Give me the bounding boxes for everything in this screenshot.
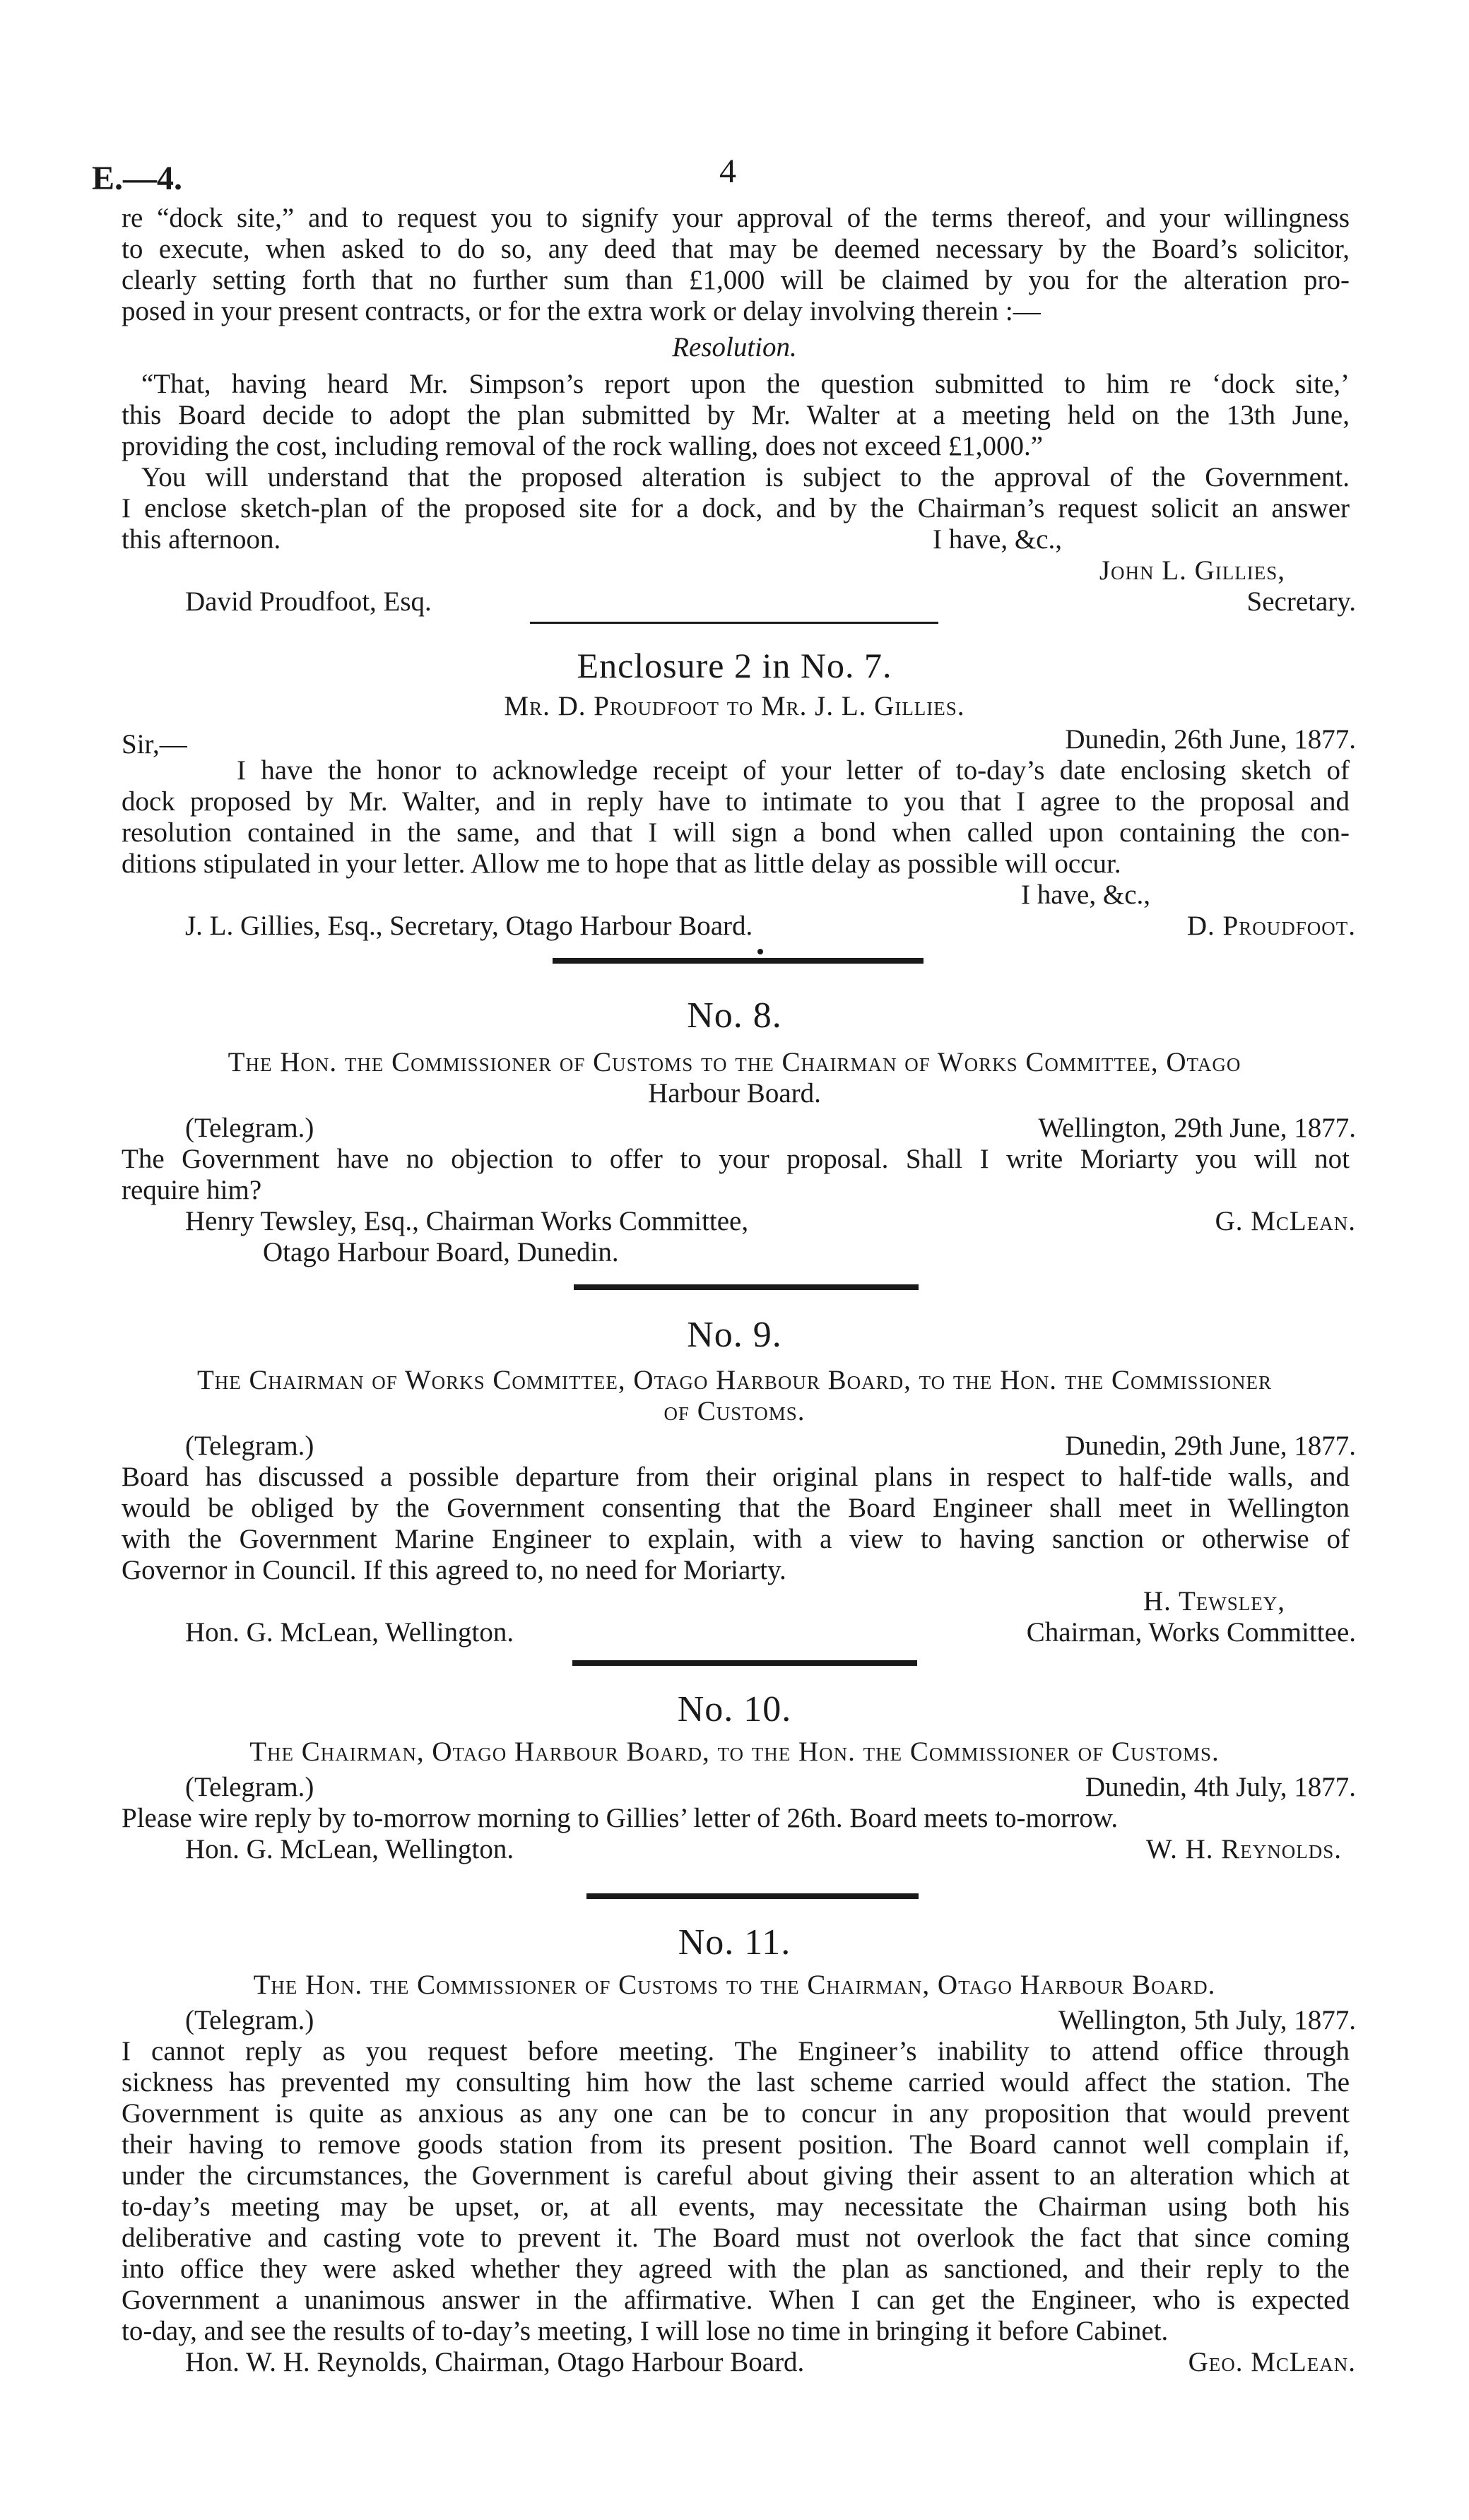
- letter-line: re “dock site,” and to request you to signify your approval of the terms thereof, and your willingness: [122, 203, 1350, 233]
- section-subtitle: Mr. D. Proudfoot to Mr. J. L. Gillies.: [504, 691, 965, 721]
- section-title: No. 11.: [678, 1922, 791, 1963]
- signatory-title: Chairman, Works Committee.: [1026, 1617, 1356, 1648]
- section-subtitle: [0, 1970, 1469, 2001]
- telegram-line: deliberative and casting vote to prevent it. The Board must not overlook the fact that since coming: [122, 2223, 1350, 2253]
- divider: [530, 622, 938, 624]
- resolution-line: providing the cost, including removal of the rock walling, does not exceed £1,000.”: [122, 431, 1044, 461]
- telegram-line: Government is quite as anxious as any one can be to concur in any proposition that would prevent: [122, 2098, 1350, 2129]
- telegram-line: Please wire reply by to-morrow morning to Gillies’ letter of 26th. Board meets to-morrow.: [122, 1803, 1119, 1833]
- addressee: Hon. G. McLean, Wellington.: [185, 1617, 514, 1648]
- telegram-line: to-day’s meeting may be upset, or, at all events, may necessitate the Chairman using both his: [122, 2191, 1350, 2222]
- letter-line: ditions stipulated in your letter. Allow me to hope that as little delay as possible will occur.: [122, 848, 1121, 879]
- telegram-date: Dunedin, 29th June, 1877.: [1065, 1431, 1356, 1461]
- section-subtitle: The Chairman of Works Committee, Otago Harbour Board, to the Hon. the Commissioner: [196, 1365, 1273, 1395]
- closing: I have, &c.,: [1021, 880, 1151, 910]
- signatory: Geo. McLean.: [1188, 2347, 1356, 2377]
- page-number: 4: [719, 153, 736, 190]
- letter-line: I enclose sketch-plan of the proposed site for a dock, and by the Chairman’s request solicit an answer: [122, 493, 1350, 523]
- telegram-line: with the Government Marine Engineer to explain, with a view to having sanction or otherwise of: [122, 1524, 1350, 1554]
- addressee: Henry Tewsley, Esq., Chairman Works Committee,: [185, 1206, 749, 1236]
- section-subtitle: [0, 1047, 1469, 1078]
- signatory: G. McLean.: [1215, 1206, 1356, 1236]
- letter-line: to execute, when asked to do so, any deed that may be deemed necessary by the Board’s solicitor,: [122, 234, 1350, 264]
- letter-line: I have the honor to acknowledge receipt of your letter of to-day’s date enclosing sketch of: [237, 755, 1350, 786]
- letter-date: Dunedin, 26th June, 1877.: [1065, 724, 1356, 755]
- telegram-line: would be obliged by the Government consenting that the Board Engineer shall meet in Wellington: [122, 1493, 1350, 1523]
- section-title: No. 10.: [677, 1689, 792, 1729]
- salutation: Sir,—: [122, 729, 187, 759]
- signatory: W. H. Reynolds.: [1145, 1834, 1342, 1864]
- signatory-title: Secretary.: [1246, 586, 1356, 617]
- addressee: Hon. W. H. Reynolds, Chairman, Otago Harbour Board.: [185, 2347, 805, 2377]
- telegram-date: Wellington, 29th June, 1877.: [1038, 1113, 1356, 1143]
- telegram-label: (Telegram.): [185, 2005, 314, 2035]
- telegram-date: Wellington, 5th July, 1877.: [1058, 2005, 1356, 2035]
- section-subtitle-cont: Harbour Board.: [648, 1078, 821, 1108]
- addressee: Hon. G. McLean, Wellington.: [185, 1834, 514, 1864]
- letter-line: You will understand that the proposed alteration is subject to the approval of the Government.: [141, 462, 1350, 492]
- page-ref: E.—4.: [92, 160, 183, 197]
- subtitle-text: The Hon. the Commissioner of Customs to the Chairman, Otago Harbour Board.: [253, 1970, 1216, 2000]
- telegram-line: their having to remove goods station from its present position. The Board cannot well complain if,: [122, 2129, 1350, 2160]
- telegram-line: Governor in Council. If this agreed to, no need for Moriarty.: [122, 1555, 786, 1585]
- letter-line: posed in your present contracts, or for the extra work or delay involving therein :—: [122, 296, 1041, 326]
- addressee: J. L. Gillies, Esq., Secretary, Otago Harbour Board.: [185, 911, 753, 941]
- closing: I have, &c.,: [933, 524, 1063, 555]
- telegram-line: require him?: [122, 1175, 262, 1205]
- telegram-line: sickness has prevented my consulting him how the last scheme carried would affect the station. The: [122, 2067, 1350, 2098]
- subtitle-text: The Hon. the Commissioner of Customs to the Chairman of Works Committee, Otago: [228, 1047, 1241, 1077]
- divider: [574, 1284, 919, 1290]
- signatory: John L. Gillies,: [1099, 555, 1285, 586]
- telegram-line: The Government have no objection to offer to your proposal. Shall I write Moriarty you will not: [122, 1144, 1350, 1174]
- resolution-line: “That, having heard Mr. Simpson’s report upon the question submitted to him re ‘dock site,’: [141, 369, 1350, 399]
- telegram-line: to-day, and see the results of to-day’s meeting, I will lose no time in bringing it before Cabinet.: [122, 2316, 1169, 2346]
- telegram-line: under the circumstances, the Government is careful about giving their assent to an alteration which at: [122, 2160, 1350, 2191]
- section-title: Enclosure 2 in No. 7.: [577, 646, 892, 685]
- telegram-line: Board has discussed a possible departure from their original plans in respect to half-tide walls, and: [122, 1462, 1350, 1492]
- subtitle-text: The Chairman, Otago Harbour Board, to the Hon. the Commissioner of Customs.: [249, 1737, 1220, 1767]
- addressee-cont: Otago Harbour Board, Dunedin.: [263, 1237, 619, 1267]
- divider: [572, 1660, 917, 1666]
- signatory: D. Proudfoot.: [1186, 911, 1356, 941]
- section-subtitle-cont: of Customs.: [663, 1396, 806, 1426]
- telegram-label: (Telegram.): [185, 1772, 314, 1802]
- telegram-line: into office they were asked whether they agreed with the plan as sanctioned, and their reply to the: [122, 2254, 1350, 2284]
- divider: [586, 1893, 919, 1899]
- telegram-line: Government a unanimous answer in the affirmative. When I can get the Engineer, who is expected: [122, 2285, 1350, 2315]
- telegram-label: (Telegram.): [185, 1113, 314, 1143]
- resolution-line: this Board decide to adopt the plan submitted by Mr. Walter at a meeting held on the 13th June,: [122, 400, 1350, 430]
- addressee: David Proudfoot, Esq.: [185, 586, 432, 617]
- letter-line: clearly setting forth that no further sum than £1,000 will be claimed by you for the alteration pro-: [122, 265, 1350, 295]
- divider: [553, 958, 924, 964]
- telegram-date: Dunedin, 4th July, 1877.: [1085, 1772, 1356, 1802]
- telegram-label: (Telegram.): [185, 1431, 314, 1461]
- telegram-line: I cannot reply as you request before meeting. The Engineer’s inability to attend office through: [122, 2036, 1350, 2066]
- resolution-title: Resolution.: [672, 332, 797, 362]
- letter-line: this afternoon.: [122, 524, 281, 555]
- signatory: H. Tewsley,: [1143, 1586, 1285, 1616]
- letter-line: resolution contained in the same, and that I will sign a bond when called upon containing the con-: [122, 817, 1350, 848]
- divider-dot: [757, 949, 763, 954]
- section-subtitle: [0, 1737, 1469, 1768]
- letter-line: dock proposed by Mr. Walter, and in reply have to intimate to you that I agree to the proposal and: [122, 786, 1350, 817]
- section-title: No. 9.: [687, 1315, 782, 1355]
- section-title: No. 8.: [687, 995, 782, 1036]
